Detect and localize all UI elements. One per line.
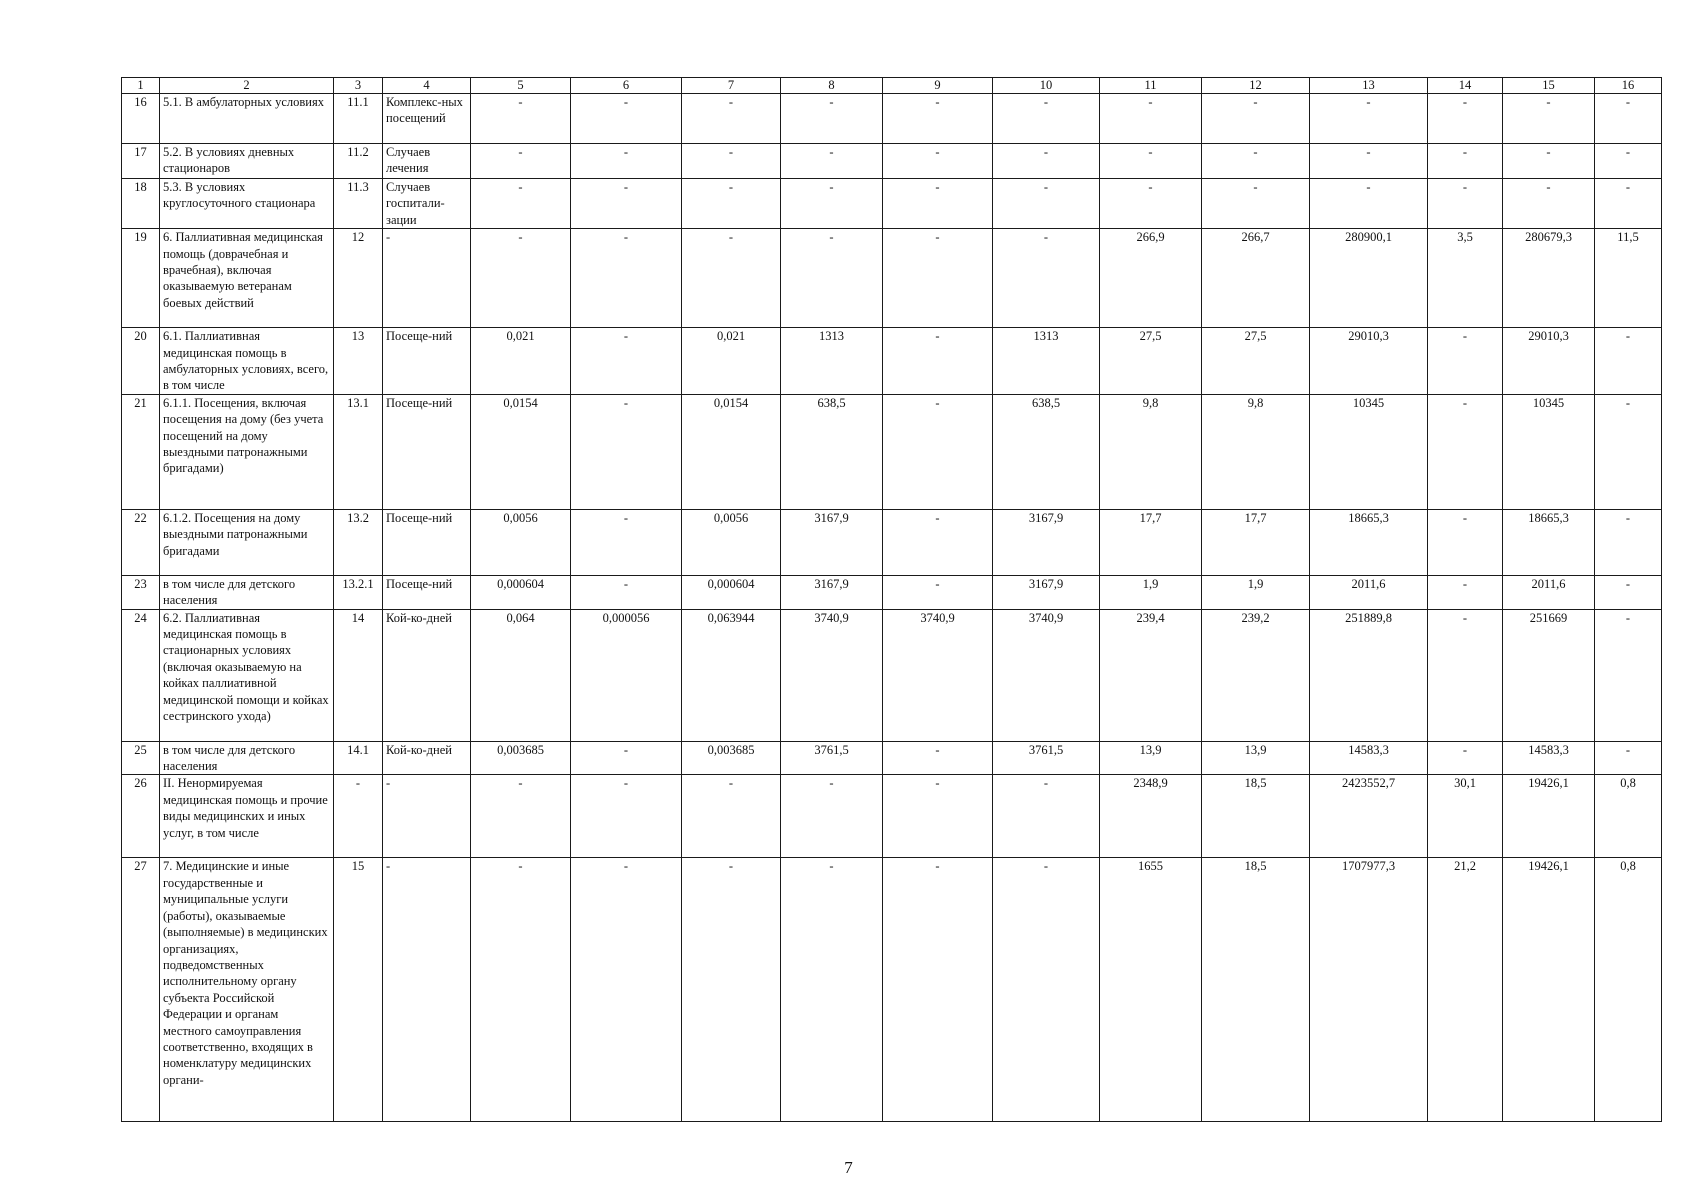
table-cell: 3740,9	[993, 609, 1100, 741]
table-cell: -	[1428, 94, 1503, 144]
table-cell: -	[883, 144, 993, 179]
table-cell: -	[993, 775, 1100, 858]
row-label-cell: II. Ненормируемая медицинская помощь и прочие виды медицинских и иных услуг, в том числе	[160, 775, 334, 858]
table-cell: -	[571, 775, 682, 858]
table-cell: 25	[122, 741, 160, 775]
table-cell: -	[571, 328, 682, 395]
table-row	[122, 775, 1662, 858]
column-number-cell: 14	[1428, 78, 1503, 94]
table-cell: 22	[122, 509, 160, 575]
table-cell: 27,5	[1100, 328, 1202, 395]
table-cell: -	[571, 179, 682, 229]
table-cell: 0,003685	[471, 741, 571, 775]
table-cell: 2011,6	[1310, 575, 1428, 609]
table-cell: -	[1100, 94, 1202, 144]
table-cell: -	[682, 144, 781, 179]
table-cell: -	[883, 741, 993, 775]
table-cell: 12	[334, 229, 383, 328]
table-cell: 3740,9	[781, 609, 883, 741]
table-cell: -	[993, 144, 1100, 179]
table-cell: 17,7	[1100, 509, 1202, 575]
table-cell: 2423552,7	[1310, 775, 1428, 858]
table-cell: 20	[122, 328, 160, 395]
column-number-cell: 12	[1202, 78, 1310, 94]
table-cell: 18,5	[1202, 858, 1310, 1122]
column-number-cell: 16	[1595, 78, 1662, 94]
table-cell: 19426,1	[1503, 858, 1595, 1122]
table-cell: 10345	[1310, 394, 1428, 509]
table-cell: -	[1100, 179, 1202, 229]
table-cell: 3761,5	[781, 741, 883, 775]
table-cell: -	[993, 179, 1100, 229]
table-cell: 26	[122, 775, 160, 858]
table-cell: 266,9	[1100, 229, 1202, 328]
table-cell: -	[883, 858, 993, 1122]
table-cell: -	[781, 179, 883, 229]
table-cell: -	[571, 229, 682, 328]
table-cell: -	[1202, 94, 1310, 144]
table-cell: 18	[122, 179, 160, 229]
table-cell: -	[682, 229, 781, 328]
row-label-cell: 6.1.2. Посещения на дому выездными патронажными бригадами	[160, 509, 334, 575]
column-number-cell: 8	[781, 78, 883, 94]
table-cell: -	[993, 94, 1100, 144]
table-cell: 3167,9	[993, 575, 1100, 609]
table-cell: -	[383, 775, 471, 858]
column-number-cell: 13	[1310, 78, 1428, 94]
table-cell: 18665,3	[1310, 509, 1428, 575]
table-cell: 0,0056	[682, 509, 781, 575]
table-cell: 239,4	[1100, 609, 1202, 741]
table-cell: -	[571, 144, 682, 179]
table-cell: -	[571, 575, 682, 609]
table-cell: 239,2	[1202, 609, 1310, 741]
table-cell: -	[1428, 394, 1503, 509]
table-cell: 638,5	[781, 394, 883, 509]
table-row	[122, 394, 1662, 509]
table-cell: 251669	[1503, 609, 1595, 741]
table-cell: Случаев госпитали-зации	[383, 179, 471, 229]
table-cell: -	[1503, 144, 1595, 179]
table-cell: 0,000056	[571, 609, 682, 741]
table-cell: Посеще-ний	[383, 394, 471, 509]
table-cell: 3761,5	[993, 741, 1100, 775]
table-cell: -	[1202, 144, 1310, 179]
table-cell: 0,003685	[682, 741, 781, 775]
table-cell: 30,1	[1428, 775, 1503, 858]
table-cell: Посеще-ний	[383, 575, 471, 609]
page-number: 7	[844, 1158, 853, 1177]
table-cell: 0,8	[1595, 775, 1662, 858]
table-cell: 27	[122, 858, 160, 1122]
table-cell: 11.2	[334, 144, 383, 179]
table-cell: -	[781, 144, 883, 179]
table-cell: 13.1	[334, 394, 383, 509]
table-cell: -	[883, 179, 993, 229]
table-cell: -	[571, 509, 682, 575]
table-cell: 23	[122, 575, 160, 609]
table-cell: 11.1	[334, 94, 383, 144]
row-label-cell: 5.1. В амбулаторных условиях	[160, 94, 334, 144]
table-cell: -	[883, 328, 993, 395]
table-cell: -	[883, 509, 993, 575]
table-cell: -	[883, 394, 993, 509]
table-cell: 13	[334, 328, 383, 395]
table-cell: 3,5	[1428, 229, 1503, 328]
table-cell: Случаев лечения	[383, 144, 471, 179]
table-cell: Посеще-ний	[383, 509, 471, 575]
table-cell: 3740,9	[883, 609, 993, 741]
column-number-cell: 2	[160, 78, 334, 94]
table-cell: 19	[122, 229, 160, 328]
table-cell: 1,9	[1100, 575, 1202, 609]
table-cell: Кой-ко-дней	[383, 741, 471, 775]
row-label-cell: 5.3. В условиях круглосуточного стационара	[160, 179, 334, 229]
table-cell: -	[383, 229, 471, 328]
table-row	[122, 328, 1662, 395]
column-number-row	[122, 78, 1662, 94]
table-cell: 21	[122, 394, 160, 509]
table-row	[122, 609, 1662, 741]
table-row	[122, 179, 1662, 229]
table-cell: 1313	[993, 328, 1100, 395]
table-cell: 10345	[1503, 394, 1595, 509]
row-label-cell: 7. Медицинские и иные государственные и муниципальные услуги (работы), оказываемые (выполняемые) в медицинских организациях, подведомственных исполнительному органу субъекта Российской Федерации и органам местного самоуправления соответственно, входящих в номенклатуру медицинских органи-	[160, 858, 334, 1122]
table-cell: 0,021	[471, 328, 571, 395]
table-cell: -	[1428, 575, 1503, 609]
table-cell: 14.1	[334, 741, 383, 775]
table-row	[122, 741, 1662, 775]
table-cell: -	[1428, 328, 1503, 395]
table-cell: -	[1503, 179, 1595, 229]
table-cell: 13.2	[334, 509, 383, 575]
table-row	[122, 94, 1662, 144]
column-number-cell: 5	[471, 78, 571, 94]
table-cell: -	[1595, 328, 1662, 395]
table-cell: 11.3	[334, 179, 383, 229]
table-cell: 3167,9	[781, 575, 883, 609]
table-cell: -	[571, 94, 682, 144]
table-cell: 3167,9	[781, 509, 883, 575]
table-row	[122, 575, 1662, 609]
table-cell: 24	[122, 609, 160, 741]
table-cell: 15	[334, 858, 383, 1122]
table-cell: -	[1595, 394, 1662, 509]
table-cell: 0,063944	[682, 609, 781, 741]
table-cell: 29010,3	[1310, 328, 1428, 395]
data-table	[121, 77, 1662, 1122]
table-cell: 0,064	[471, 609, 571, 741]
row-label-cell: 6.1. Паллиативная медицинская помощь в амбулаторных условиях, всего, в том числе	[160, 328, 334, 395]
table-cell: -	[1595, 609, 1662, 741]
row-label-cell: 5.2. В условиях дневных стационаров	[160, 144, 334, 179]
table-cell: 9,8	[1100, 394, 1202, 509]
table-cell: 280900,1	[1310, 229, 1428, 328]
table-cell: -	[571, 858, 682, 1122]
table-cell: -	[682, 94, 781, 144]
table-cell: -	[1595, 94, 1662, 144]
column-number-cell: 11	[1100, 78, 1202, 94]
table-cell: 0,0154	[471, 394, 571, 509]
table-cell: Посеще-ний	[383, 328, 471, 395]
table-cell: 27,5	[1202, 328, 1310, 395]
table-cell: 280679,3	[1503, 229, 1595, 328]
table-row	[122, 144, 1662, 179]
table-cell: Комплекс-ных посещений	[383, 94, 471, 144]
table-cell: -	[1595, 575, 1662, 609]
table-row	[122, 509, 1662, 575]
row-label-cell: 6.2. Паллиативная медицинская помощь в стационарных условиях (включая оказываемую на койках паллиативной медицинской помощи и койках сестринского ухода)	[160, 609, 334, 741]
table-cell: -	[471, 858, 571, 1122]
table-cell: 11,5	[1595, 229, 1662, 328]
table-cell: 0,021	[682, 328, 781, 395]
table-cell: -	[471, 229, 571, 328]
column-number-cell: 15	[1503, 78, 1595, 94]
column-number-cell: 9	[883, 78, 993, 94]
table-cell: 21,2	[1428, 858, 1503, 1122]
table-cell: -	[1428, 609, 1503, 741]
row-label-cell: 6. Паллиативная медицинская помощь (доврачебная и врачебная), включая оказываемую ветеранам боевых действий	[160, 229, 334, 328]
table-row	[122, 229, 1662, 328]
column-number-cell: 6	[571, 78, 682, 94]
table-cell: 13,9	[1202, 741, 1310, 775]
table-cell: 0,8	[1595, 858, 1662, 1122]
table-row	[122, 858, 1662, 1122]
table-cell: 266,7	[1202, 229, 1310, 328]
column-number-cell: 4	[383, 78, 471, 94]
table-cell: 14	[334, 609, 383, 741]
table-cell: 3167,9	[993, 509, 1100, 575]
row-label-cell: в том числе для детского населения	[160, 575, 334, 609]
table-cell: -	[883, 229, 993, 328]
table-cell: -	[1595, 509, 1662, 575]
column-number-cell: 7	[682, 78, 781, 94]
table-cell: 18665,3	[1503, 509, 1595, 575]
table-cell: 16	[122, 94, 160, 144]
table-cell: -	[993, 858, 1100, 1122]
table-cell: -	[781, 229, 883, 328]
table-cell: 19426,1	[1503, 775, 1595, 858]
table-cell: -	[1595, 741, 1662, 775]
table-cell: 0,0154	[682, 394, 781, 509]
table-cell: -	[1503, 94, 1595, 144]
column-number-cell: 10	[993, 78, 1100, 94]
table-cell: -	[334, 775, 383, 858]
table-cell: -	[883, 94, 993, 144]
table-cell: 17	[122, 144, 160, 179]
table-cell: 17,7	[1202, 509, 1310, 575]
table-cell: 638,5	[993, 394, 1100, 509]
table-cell: 2011,6	[1503, 575, 1595, 609]
table-cell: -	[1428, 509, 1503, 575]
table-cell: -	[1428, 741, 1503, 775]
table-cell: 13,9	[1100, 741, 1202, 775]
table-cell: -	[781, 775, 883, 858]
table-cell: -	[1428, 179, 1503, 229]
table-cell: Кой-ко-дней	[383, 609, 471, 741]
table-cell: 18,5	[1202, 775, 1310, 858]
table-cell: -	[682, 775, 781, 858]
table-cell: -	[1100, 144, 1202, 179]
table-cell: -	[471, 775, 571, 858]
table-cell: 251889,8	[1310, 609, 1428, 741]
table-cell: 9,8	[1202, 394, 1310, 509]
table-cell: -	[682, 179, 781, 229]
table-cell: 1707977,3	[1310, 858, 1428, 1122]
table-cell: -	[1310, 144, 1428, 179]
table-cell: -	[1310, 94, 1428, 144]
table-cell: -	[471, 94, 571, 144]
table-cell: 29010,3	[1503, 328, 1595, 395]
column-number-cell: 3	[334, 78, 383, 94]
table-cell: -	[571, 394, 682, 509]
table-cell: 1655	[1100, 858, 1202, 1122]
table-cell: -	[1310, 179, 1428, 229]
table-cell: -	[1202, 179, 1310, 229]
column-number-cell: 1	[122, 78, 160, 94]
table-cell: -	[1428, 144, 1503, 179]
table-cell: 1,9	[1202, 575, 1310, 609]
table-cell: 0,000604	[682, 575, 781, 609]
table-cell: -	[883, 575, 993, 609]
table-cell: -	[471, 144, 571, 179]
table-cell: -	[1595, 144, 1662, 179]
table-cell: -	[682, 858, 781, 1122]
table-cell: 0,000604	[471, 575, 571, 609]
row-label-cell: 6.1.1. Посещения, включая посещения на дому (без учета посещений на дому выездными патронажными бригадами)	[160, 394, 334, 509]
table-cell: -	[1595, 179, 1662, 229]
table-cell: -	[781, 858, 883, 1122]
row-label-cell: в том числе для детского населения	[160, 741, 334, 775]
table-cell: -	[471, 179, 571, 229]
table-cell: -	[781, 94, 883, 144]
table-cell: 1313	[781, 328, 883, 395]
table-cell: 13.2.1	[334, 575, 383, 609]
table-cell: -	[383, 858, 471, 1122]
table-cell: 2348,9	[1100, 775, 1202, 858]
table-cell: 14583,3	[1503, 741, 1595, 775]
table-cell: -	[993, 229, 1100, 328]
table-cell: 14583,3	[1310, 741, 1428, 775]
table-cell: -	[883, 775, 993, 858]
table-cell: -	[571, 741, 682, 775]
table-cell: 0,0056	[471, 509, 571, 575]
